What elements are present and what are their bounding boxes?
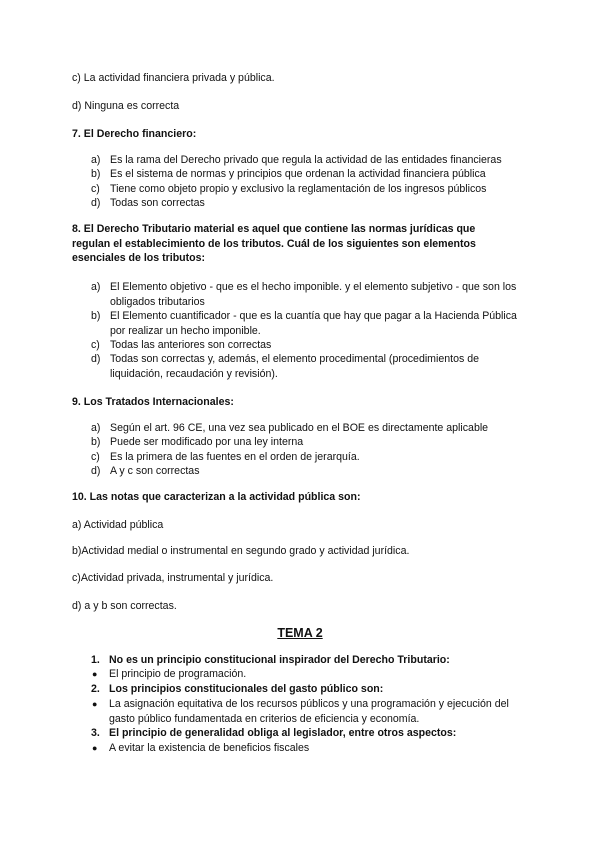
q6-option-d: d) Ninguna es correcta [72, 100, 180, 112]
tema2-title: TEMA 2 [277, 626, 323, 640]
tema2-item3-number: 3. [91, 727, 100, 739]
q10-option-c: c)Actividad privada, instrumental y jurídica. [72, 572, 274, 584]
tema2-item3-question: El principio de generalidad obliga al legislador, entre otros aspectos: [109, 727, 457, 739]
q6-option-c: c) La actividad financiera privada y pública. [72, 72, 275, 84]
q10-option-d: d) a y b son correctas. [72, 600, 177, 612]
tema2-item3-answer: A evitar la existencia de beneficios fiscales [109, 742, 310, 754]
q10-heading: 10. Las notas que caracterizan a la actividad pública son: [72, 491, 361, 503]
tema2-item2-answer: La asignación equitativa de los recursos públicos y una programación y ejecución del gasto público fundamentada en criterios de eficiencia y economía. [109, 698, 509, 725]
tema2-item1-answer: El principio de programación. [109, 668, 247, 680]
tema2-item1-question: No es un principio constitucional inspirador del Derecho Tributario: [109, 654, 450, 666]
q10-option-b: b)Actividad medial o instrumental en segundo grado y actividad jurídica. [72, 545, 410, 557]
tema2-item2-number: 2. [91, 683, 100, 695]
q8-heading-line1: 8. El Derecho Tributario material es aquel que contiene las normas jurídicas que [72, 223, 476, 235]
q9-heading: 9. Los Tratados Internacionales: [72, 396, 234, 408]
bullet-icon: ● [92, 699, 98, 709]
q8-heading-line2: regulan el establecimiento de los tributos. Cuál de los siguientes son elementos [72, 238, 476, 250]
q8-heading-line3: esenciales de los tributos: [72, 252, 206, 264]
bullet-icon: ● [92, 669, 98, 679]
tema2-item1-number: 1. [91, 654, 100, 666]
q10-option-a: a) Actividad pública [72, 519, 164, 531]
q7-heading: 7. El Derecho financiero: [72, 128, 197, 140]
bullet-icon: ● [92, 743, 98, 753]
tema2-item2-question: Los principios constitucionales del gasto público son: [109, 683, 384, 695]
